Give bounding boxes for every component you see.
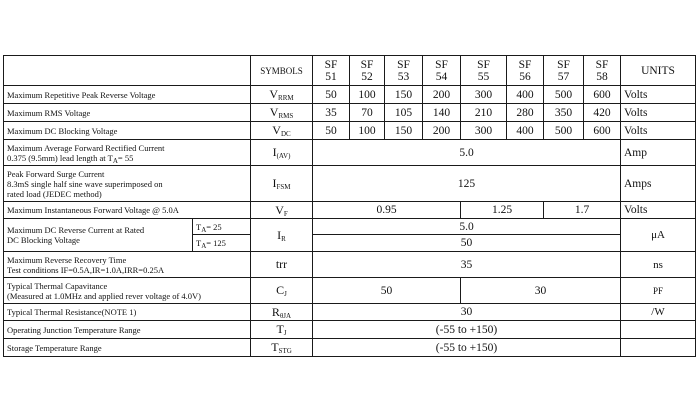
- header-units: UNITS: [621, 56, 696, 86]
- symbol-vrrm: $V_{RRM}$: [251, 86, 313, 104]
- param-vf: Maximum Instantaneous Forward Voltage @ 5.0A: [4, 202, 251, 219]
- value-ifsm: 125: [313, 166, 621, 202]
- param-vrms: Maximum RMS Voltage: [4, 104, 251, 122]
- unit-ifsm: Amps: [621, 166, 696, 202]
- value-cell: 100: [350, 86, 385, 104]
- row-tstg: [4, 339, 696, 357]
- unit-ir: μA: [621, 219, 696, 252]
- value-cell: 105: [385, 104, 423, 122]
- value-cell: 350: [544, 104, 584, 122]
- row-vrrm: [4, 86, 696, 104]
- value-cell: 50: [313, 86, 350, 104]
- unit-vrms: Volts: [621, 104, 696, 122]
- value-cell: 35: [313, 104, 350, 122]
- value-cell: 50: [313, 122, 350, 140]
- value-cell: 150: [385, 86, 423, 104]
- symbol-tj: $T_J$: [251, 321, 313, 339]
- row-ir-25: [4, 219, 696, 235]
- row-vrms: [4, 104, 696, 122]
- value-cj-sf55-58: 30: [461, 278, 621, 304]
- value-vf-sf57-58: 1.7: [544, 202, 621, 219]
- value-cell: 420: [584, 104, 621, 122]
- value-cell: 100: [350, 122, 385, 140]
- value-cell: 70: [350, 104, 385, 122]
- value-cell: 500: [544, 86, 584, 104]
- value-cell: 210: [461, 104, 507, 122]
- header-device-sf51: SF 51: [313, 56, 350, 86]
- value-cell: 500: [544, 122, 584, 140]
- value-tstg: (-55 to +150): [313, 339, 621, 357]
- row-trr: [4, 252, 696, 278]
- unit-iav: Amp: [621, 140, 696, 166]
- value-cell: 600: [584, 122, 621, 140]
- row-cj: [4, 278, 696, 304]
- value-ir-25: 5.0: [313, 219, 621, 235]
- header-device-sf58: SF 58: [584, 56, 621, 86]
- param-tj: Operating Junction Temperature Range: [4, 321, 251, 339]
- param-ir: Maximum DC Reverse Current at Rated DC Blocking Voltage: [4, 219, 193, 252]
- symbol-cj: $C_J$: [251, 278, 313, 304]
- condition-ta-125: $T_A= 125$: [193, 235, 251, 252]
- header-row: [4, 56, 696, 86]
- symbol-tstg: $T_{STG}$: [251, 339, 313, 357]
- symbol-rth: $R_{\theta JA}$: [251, 304, 313, 321]
- header-device-sf56: SF 56: [507, 56, 544, 86]
- unit-tj: [621, 321, 696, 339]
- header-device-sf53: SF 53: [385, 56, 423, 86]
- symbol-vdc: $V_{DC}$: [251, 122, 313, 140]
- symbol-ir: $I_R$: [251, 219, 313, 252]
- value-cell: 200: [423, 122, 461, 140]
- header-device-sf55: SF 55: [461, 56, 507, 86]
- value-cj-sf51-54: 50: [313, 278, 461, 304]
- header-parameter-cell: [4, 56, 251, 86]
- condition-ta-25: $T_A= 25$: [193, 219, 251, 235]
- param-rth: Typical Thermal Resistance(NOTE 1): [4, 304, 251, 321]
- symbol-vf: $V_F$: [251, 202, 313, 219]
- unit-vf: Volts: [621, 202, 696, 219]
- value-cell: 400: [507, 86, 544, 104]
- value-rth: 30: [313, 304, 621, 321]
- symbol-vrms: $V_{RMS}$: [251, 104, 313, 122]
- row-rth: [4, 304, 696, 321]
- header-device-sf52: SF 52: [350, 56, 385, 86]
- value-cell: 280: [507, 104, 544, 122]
- param-ifsm: Peak Forward Surge Current 8.3mS single half sine wave superimposed on rated load (JEDEC method): [4, 166, 251, 202]
- row-vdc: [4, 122, 696, 140]
- param-vdc: Maximum DC Blocking Voltage: [4, 122, 251, 140]
- header-symbols: SYMBOLS: [251, 56, 313, 86]
- value-cell: 300: [461, 86, 507, 104]
- param-tstg: Storage Temperature Range: [4, 339, 251, 357]
- value-iav: 5.0: [313, 140, 621, 166]
- unit-rth: /W: [621, 304, 696, 321]
- value-cell: 300: [461, 122, 507, 140]
- value-cell: 400: [507, 122, 544, 140]
- unit-vdc: Volts: [621, 122, 696, 140]
- value-trr: 35: [313, 252, 621, 278]
- value-vf-sf55-56: 1.25: [461, 202, 544, 219]
- param-iav: Maximum Average Forward Rectified Current 0.375 (9.5mm) lead length at $T_A= 55$: [4, 140, 251, 166]
- value-ir-125: 50: [313, 235, 621, 252]
- value-cell: 150: [385, 122, 423, 140]
- symbol-iav: $I_{(AV)}$: [251, 140, 313, 166]
- symbol-trr: trr: [251, 252, 313, 278]
- header-device-sf57: SF 57: [544, 56, 584, 86]
- header-device-sf54: SF 54: [423, 56, 461, 86]
- param-trr: Maximum Reverse Recovery Time Test conditions IF=0.5A,IR=1.0A,IRR=0.25A: [4, 252, 251, 278]
- row-vf: [4, 202, 696, 219]
- value-cell: 200: [423, 86, 461, 104]
- unit-cj: PF: [621, 278, 696, 304]
- row-iav: [4, 140, 696, 166]
- row-ifsm: [4, 166, 696, 202]
- unit-tstg: [621, 339, 696, 357]
- row-tj: [4, 321, 696, 339]
- param-vrrm: Maximum Repetitive Peak Reverse Voltage: [4, 86, 251, 104]
- symbol-ifsm: $I_{FSM}$: [251, 166, 313, 202]
- ratings-table: [3, 55, 696, 357]
- value-vf-sf51-54: 0.95: [313, 202, 461, 219]
- unit-trr: ns: [621, 252, 696, 278]
- value-cell: 600: [584, 86, 621, 104]
- value-cell: 140: [423, 104, 461, 122]
- param-cj: Typical Thermal Capavitance (Measured at 1.0MHz and applied rever voltage of 4.0V): [4, 278, 251, 304]
- unit-vrrm: Volts: [621, 86, 696, 104]
- value-tj: (-55 to +150): [313, 321, 621, 339]
